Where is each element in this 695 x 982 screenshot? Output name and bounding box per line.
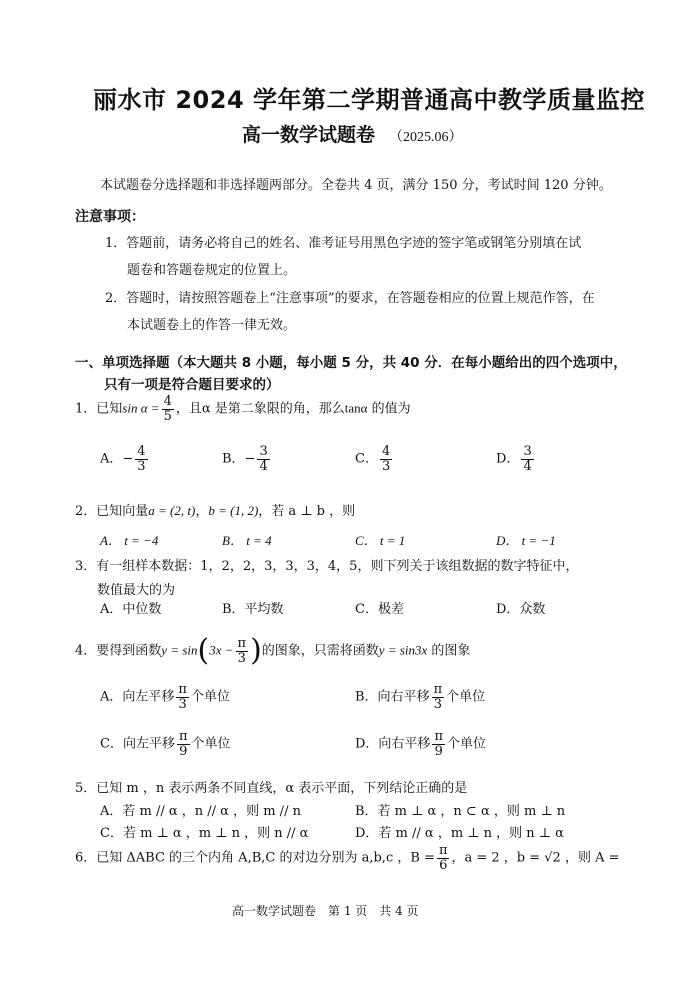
frac-den: 9 [179,743,188,759]
option-label: C． [355,451,378,467]
intro-text: 本试题卷分选择题和非选择题两部分。全卷共 4 页，满分 150 分，考试时间 120 分钟。 [100,178,612,193]
subtitle-text: 高一数学试题卷 [242,124,376,146]
option-fraction [432,683,445,711]
q2-vector-b: b = (1, 2) [208,503,259,518]
q3-option-a[interactable]: A．中位数 [100,602,162,617]
right-paren-icon: ) [250,633,262,668]
q3-option-b[interactable]: B．平均数 [222,602,284,617]
option-fraction [257,445,269,473]
q6-suffix: ，a = 2 ，b = √2 ，则 A = [451,850,620,866]
frac-num: 4 [381,444,391,459]
q1-option-a[interactable] [100,445,150,473]
section-heading-line-1: 一、单项选择题（本大题共 8 小题，每小题 5 分，共 40 分．在每小题给出的四个选项中， [75,355,627,371]
q1-suffix: 的值为 [367,401,411,417]
q2-option-b[interactable]: B． t = 4 [222,533,272,548]
option-unit: 个单位 [191,736,231,752]
question-1 [75,395,411,423]
option-unit: 个单位 [190,689,230,705]
question-4 [75,633,471,668]
q6-fraction [437,844,450,872]
q2-condition: ，若 a ⊥ b ，则 [258,504,356,519]
option-fraction [135,445,147,473]
option-sign: − [122,451,134,467]
notice-item-2-line-1: 2．答题时，请按照答题卷上“注意事项”的要求，在答题卷相应的位置上规范作答，在 [105,291,595,306]
q4-suffix: 的图象 [427,643,471,659]
option-fraction [432,730,445,758]
q1-option-b[interactable] [222,445,272,473]
frac-num: π [178,729,188,744]
option-label: B． [222,451,245,467]
notice-item-1-line-2: 题卷和答题卷规定的位置上。 [127,263,297,278]
frac-den: 3 [381,458,391,474]
notice-heading: 注意事项： [75,209,145,225]
q4-fraction [236,637,249,665]
q4-prefix: 4．要得到函数 [75,643,162,659]
q5-option-c[interactable]: C．若 m ⊥ α ，m ⊥ n ，则 n // α [100,826,309,841]
question-6 [75,844,620,872]
q6-prefix: 6．已知 ΔABC 的三个内角 A,B,C 的对边分别为 a,b,c ，B = [75,850,435,866]
q1-den: 5 [163,408,172,424]
q4-option-c[interactable] [100,730,231,758]
q5-stem: 5．已知 m ，n 表示两条不同直线，α 表示平面，下列结论正确的是 [75,781,468,796]
option-fraction [521,445,533,473]
question-2 [75,500,355,519]
q6-num: π [438,843,448,858]
q5-option-b[interactable]: B．若 m ⊥ α ，n ⊂ α ，则 m ⊥ n [355,804,566,819]
q2-stem: 2．已知向量 [75,504,149,519]
q2-vector-a: a = (2, t) [148,503,196,518]
q4-inner: 3x − [209,642,234,658]
q1-option-c[interactable] [355,445,394,473]
q1-fraction [162,395,174,423]
q4-func1: y = sin [161,642,198,658]
q4-func2: y = sin3x [378,642,428,658]
q4-option-b[interactable] [355,683,485,711]
option-text: B．向右平移 [355,689,430,705]
q3-line-2: 数值最大的为 [97,583,176,598]
notice-item-2-line-2: 本试题卷上的作答一律无效。 [127,318,297,333]
q6-den: 6 [439,857,448,873]
q1-num: 4 [163,394,172,409]
q3-option-c[interactable]: C．极差 [355,602,404,617]
option-unit: 个单位 [446,736,486,752]
frac-den: 3 [137,458,146,474]
frac-den: 3 [433,696,442,712]
q2-option-a[interactable]: A． t = −4 [100,533,159,548]
q3-option-d[interactable]: D．众数 [496,602,546,617]
q1-prefix: 1．已知 [75,401,123,417]
q1-tan: tanα [344,400,368,416]
option-text: C．向左平移 [100,736,175,752]
notice-item-1-line-1: 1．答题前，请务必将自己的姓名、准考证号用黑色字迹的签字笔或钢笔分别填在试 [105,236,582,251]
q1-mid: ，且α 是第二象限的角，那么 [175,401,345,417]
q3-line-1: 3．有一组样本数据：1，2，2，3，3，3，4，5，则下列关于该组数据的数字特征中， [75,559,579,574]
page-footer: 高一数学试题卷 第 1 页 共 4 页 [232,904,419,918]
q2-option-d[interactable]: D． t = −1 [496,533,556,548]
q4-option-a[interactable] [100,683,230,711]
q1-option-d[interactable] [496,445,536,473]
option-fraction [176,683,189,711]
q5-option-d[interactable]: D．若 m // α ，m ⊥ n ，则 n ⊥ α [355,826,564,841]
frac-den: 3 [178,696,187,712]
exam-subtitle [242,120,463,147]
q2-option-c[interactable]: C． t = 1 [355,533,406,548]
option-label: A． [100,451,123,467]
q1-sin: sin α = [122,400,160,416]
frac-num: π [434,729,443,744]
frac-num: 3 [259,444,268,459]
section-heading-line-2: 只有一项是符合题目要求的） [104,377,280,393]
q4-three: 3 [237,650,246,666]
frac-den: 4 [259,458,268,474]
option-label: D． [496,451,520,467]
frac-den: 4 [523,458,532,474]
exam-date: （2025.06） [389,130,463,145]
frac-num: 4 [137,444,146,459]
option-fraction [380,445,392,473]
left-paren-icon: ( [197,633,210,668]
q4-pi: π [237,635,247,651]
option-fraction [177,730,190,758]
frac-num: π [178,682,187,697]
frac-num: π [433,682,443,697]
frac-den: 9 [434,743,443,759]
q2-sep: ， [195,504,209,519]
option-text: A．向左平移 [100,689,175,705]
option-sign: − [244,451,256,467]
q5-option-a[interactable]: A．若 m // α ，n // α ，则 m // n [100,804,301,819]
q4-mid: 的图象，只需将函数 [261,643,379,659]
exam-title: 丽水市 2024 学年第二学期普通高中教学质量监控 [93,86,646,114]
frac-num: 3 [523,444,532,459]
q4-option-d[interactable] [355,730,486,758]
option-unit: 个单位 [446,689,486,705]
option-text: D．向右平移 [355,736,431,752]
